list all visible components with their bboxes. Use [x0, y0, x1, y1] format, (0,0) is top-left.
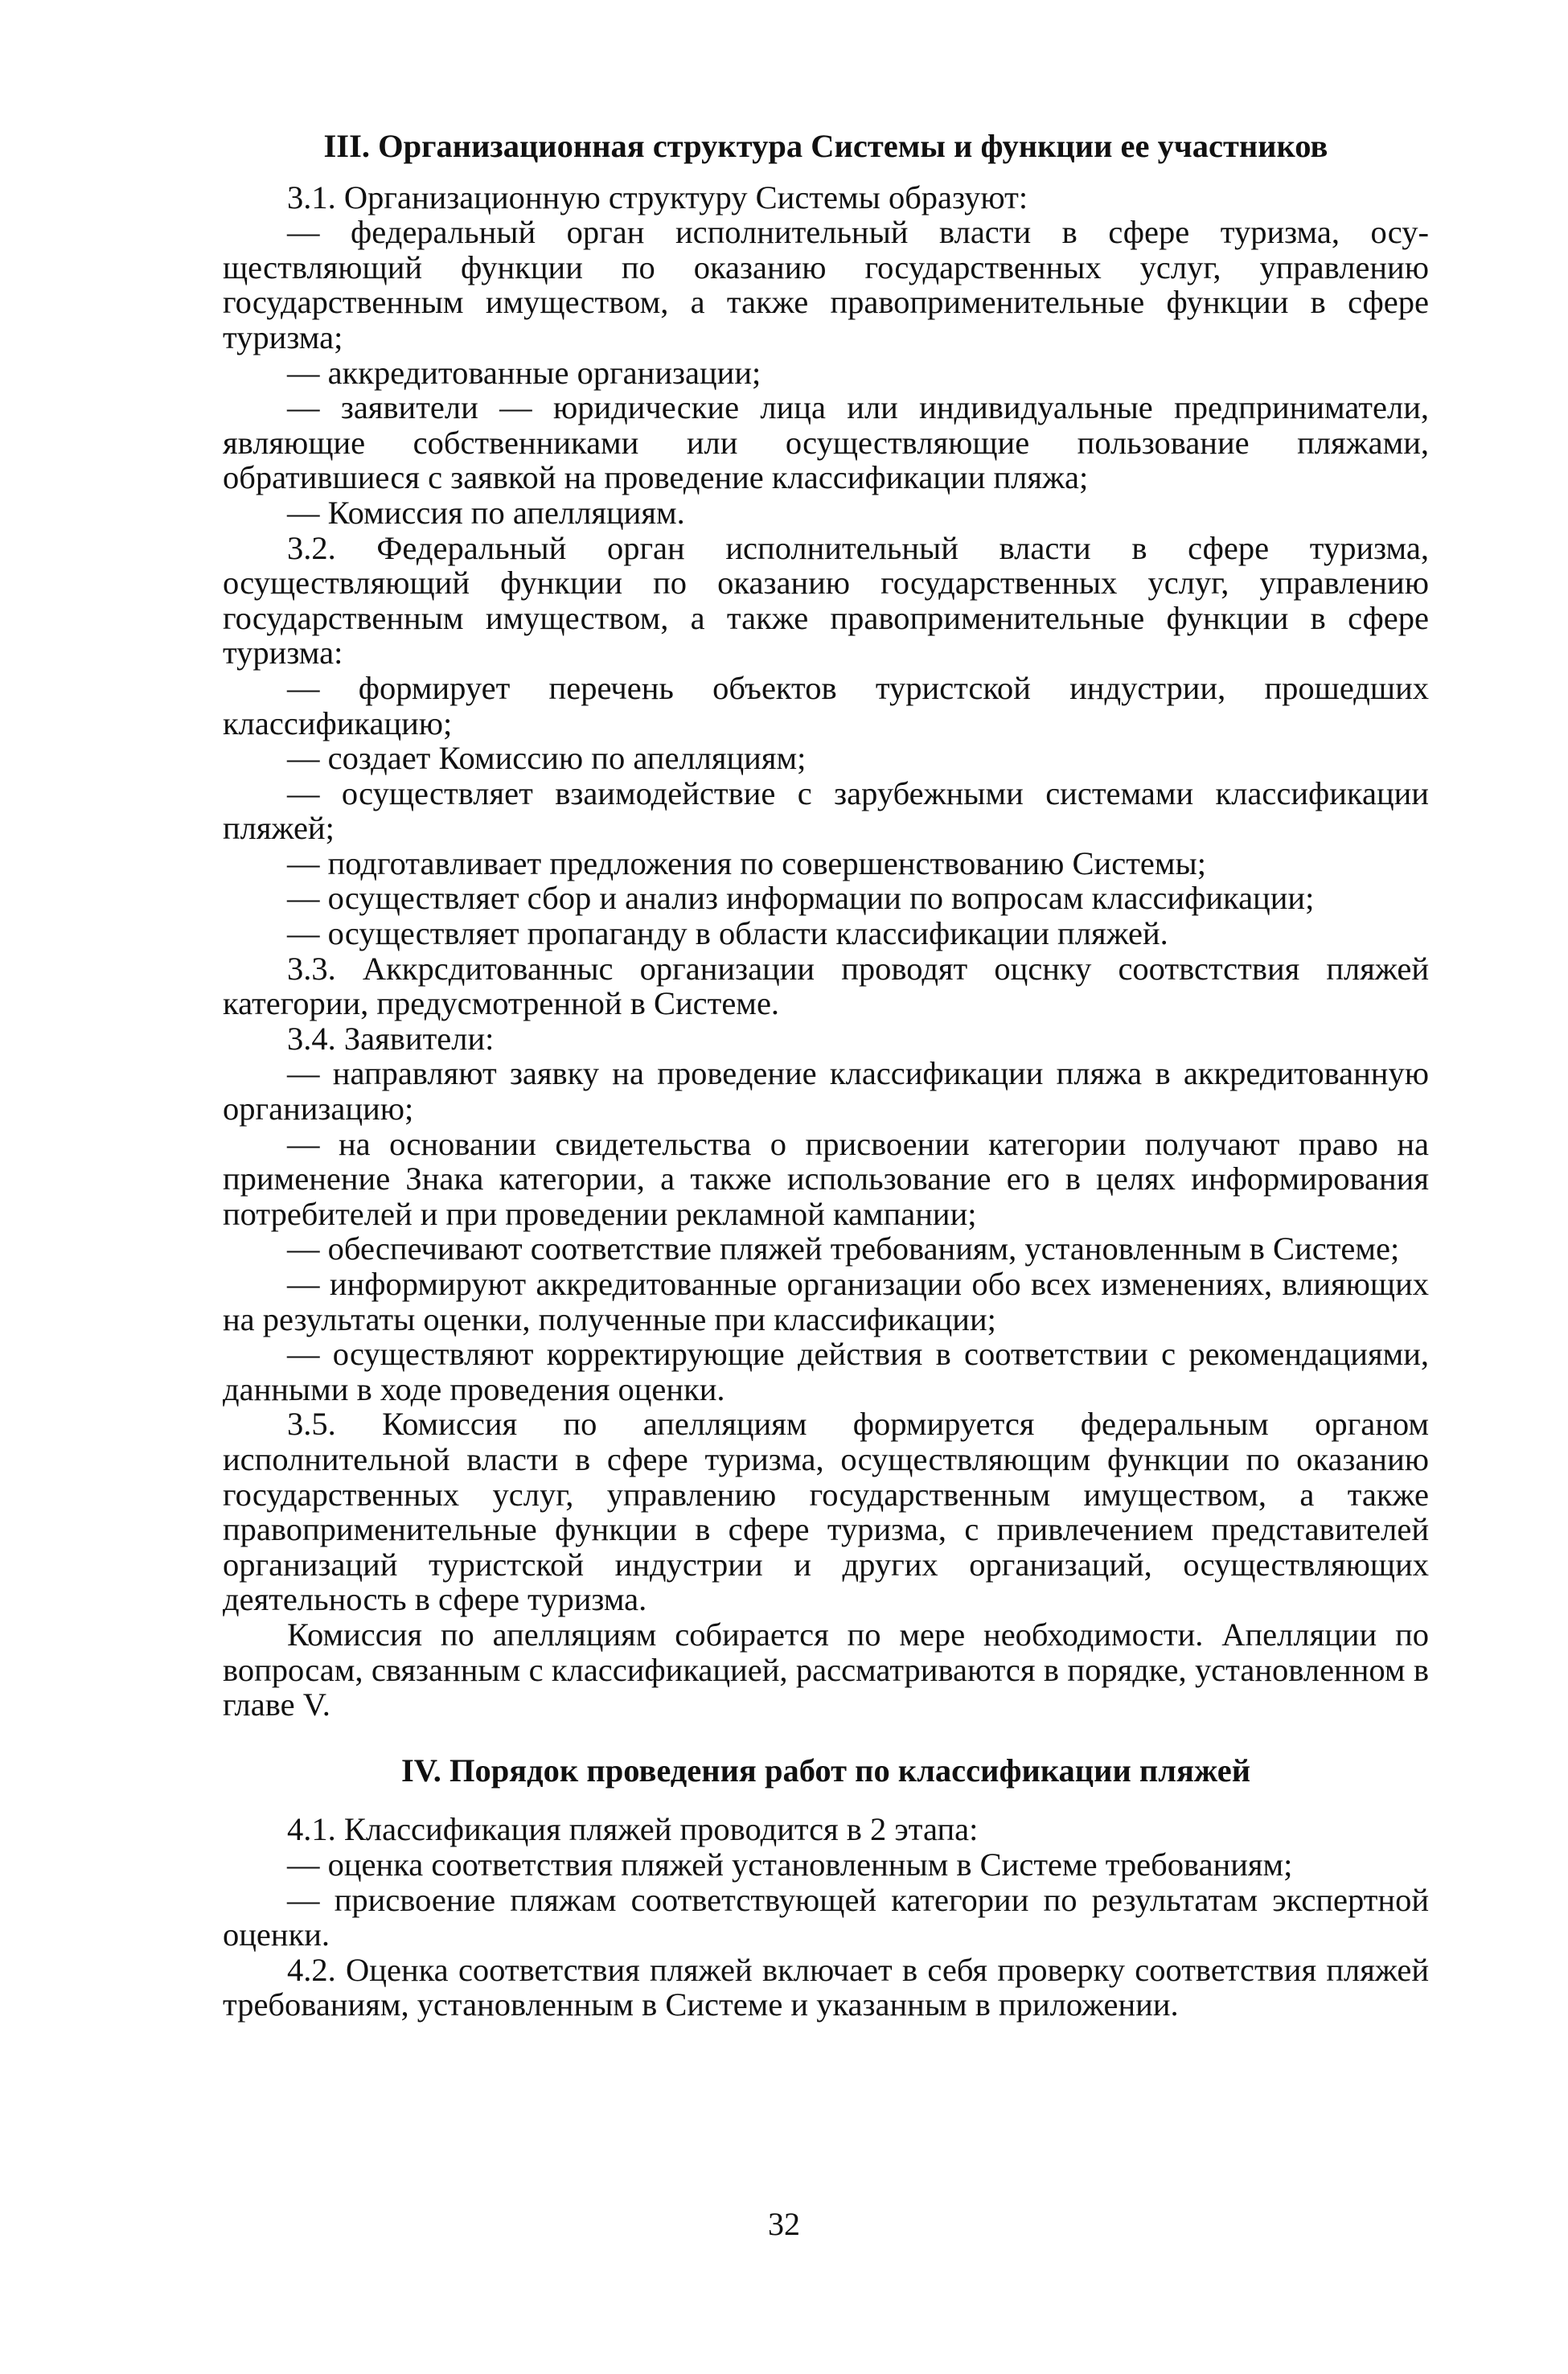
list-item-creates-commission: — создает Комиссию по апелляциям; [287, 740, 807, 777]
list-item-ensure-compliance: — обеспечивают соответствие пляжей требованиям, установленным в Системе; [287, 1230, 1400, 1267]
paragraph-3-2: 3.2. Федеральный орган исполнительный власти в сфере туризма, осуществляющий функции по оказанию государственных услуг, управлению государственным имуществом, а также правоприменительные функции в сфере туризма: [223, 529, 1429, 672]
document-page [223, 129, 1429, 2023]
list-item-accredited-orgs: — аккредитованные организации; [287, 354, 761, 391]
list-item-foreign-cooperation: — осуществляет взаимодействие с зарубежными системами классификации пляжей; [223, 774, 1429, 847]
paragraph-appeals-meetings: Комиссия по апелляциям собирается по мере необходимости. Апелляции по вопросам, связанным с классификацией, рассматриваются в порядке, установленном в главе V. [223, 1616, 1429, 1723]
list-item-compliance-assessment: — оценка соответствия пляжей установленным в Системе требованиям; [287, 1846, 1293, 1883]
list-item-prepares-proposals: — подготавливает предложения по совершенствованию Системы; [287, 844, 1206, 881]
list-item-applicants: — заявители — юридические лица или индивидуальные предприниматели, являющие собственниками или осуществляющие пользование пляжами, обратившиеся с заявкой на проведение классификации пляжа; [223, 389, 1429, 496]
list-item-collects-info: — осуществляет сбор и анализ информации по вопросам классификации; [287, 880, 1315, 917]
list-item-send-application: — направляют заявку на проведение классификации пляжа в аккредитованную организацию; [223, 1055, 1429, 1127]
section-4-heading: IV. Порядок проведения работ по классификации пляжей [400, 1752, 1251, 1789]
list-item-mark-rights: — на основании свидетельства о присвоении категории получают право на применение Знака категории, а также использование его в целях информирования потребителей и при проведении рекламной кампании; [223, 1125, 1429, 1232]
list-item-federal-organ: — федеральный орган исполнительный власти в сфере туризма, осуществляющий функции по оказанию государственных услуг, управлению государственным имуществом, а также правоприменительные функции в сфере туризма; [223, 214, 1429, 355]
paragraph-4-1: 4.1. Классификация пляжей проводится в 2 этапа: [287, 1811, 979, 1848]
paragraph-4-2: 4.2. Оценка соответствия пляжей включает в себя проверку соответствия пляжей требованиям, установленным в Системе и указанным в приложении. [223, 1951, 1429, 2023]
list-item-inform-orgs: — информируют аккредитованные организации обо всех изменениях, влияющих на результаты оценки, полученные при классификации; [223, 1266, 1429, 1337]
paragraph-3-1: 3.1. Организационную структуру Системы образуют: [287, 179, 1028, 216]
page-number: 32 [768, 2206, 800, 2242]
paragraph-3-3: 3.3. Аккрсдитованныс организации проводят оцснку соотвстствия пляжей категории, предусмотренной в Системе. [223, 950, 1429, 1022]
list-item-corrective-actions: — осуществляют корректирующие действия в соответствии с рекомендациями, данными в ходе проведения оценки. [223, 1336, 1429, 1407]
list-item-category-assignment: — присвоение пляжам соответствующей категории по результатам экспертной оценки. [223, 1881, 1429, 1953]
paragraph-3-5: 3.5. Комиссия по апелляциям формируется федеральным органом исполнительной власти в сфере туризма, осуществляющим функции по оказанию государственных услуг, управлению государственным имуществом, а также правоприменительные функции в сфере туризма, с привлечением представителей организаций туристской индустрии и других организаций, осуществляющих деятельность в сфере туризма. [223, 1406, 1429, 1618]
list-item-forms-list: — формирует перечень объектов туристской индустрии, прошедших классификацию; [223, 669, 1429, 741]
paragraph-3-4: 3.4. Заявители: [287, 1020, 495, 1057]
section-3-heading: III. Организационная структура Системы и функции ее участников [323, 128, 1328, 164]
list-item-propaganda: — осуществляет пропаганду в области классификации пляжей. [287, 915, 1168, 952]
list-item-appeals-commission: — Комиссия по апелляциям. [287, 494, 685, 531]
